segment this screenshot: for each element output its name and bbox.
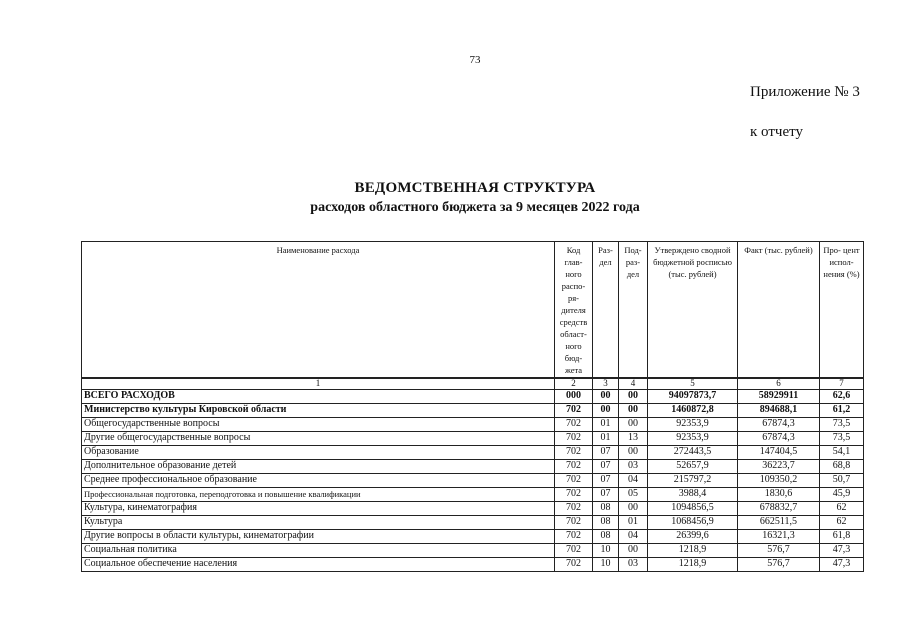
header-approved: Утверждено сводной бюджетной росписью (тыс. рублей) xyxy=(648,242,738,378)
row-percent: 61,2 xyxy=(820,403,864,417)
table-row xyxy=(82,403,864,417)
row-section: 07 xyxy=(593,445,619,459)
row-subsection: 00 xyxy=(619,543,648,557)
row-subsection: 04 xyxy=(619,529,648,543)
table-row xyxy=(82,557,864,571)
row-percent: 73,5 xyxy=(820,431,864,445)
table-row xyxy=(82,529,864,543)
column-number: 2 xyxy=(555,378,593,390)
table-row xyxy=(82,515,864,529)
row-fact: 894688,1 xyxy=(738,403,820,417)
row-percent: 54,1 xyxy=(820,445,864,459)
row-section: 07 xyxy=(593,473,619,487)
page-number: 73 xyxy=(469,54,481,66)
row-approved: 52657,9 xyxy=(648,459,738,473)
table-row xyxy=(82,501,864,515)
row-approved: 1460872,8 xyxy=(648,403,738,417)
row-section: 00 xyxy=(593,389,619,403)
row-subsection: 00 xyxy=(619,417,648,431)
row-name: Дополнительное образование детей xyxy=(82,459,555,473)
row-percent: 47,3 xyxy=(820,557,864,571)
row-name: Социальная политика xyxy=(82,543,555,557)
row-subsection: 05 xyxy=(619,487,648,501)
row-section: 08 xyxy=(593,529,619,543)
to-report-label: к отчету xyxy=(750,124,803,140)
row-section: 01 xyxy=(593,431,619,445)
row-name: Другие общегосударственные вопросы xyxy=(82,431,555,445)
table-row xyxy=(82,487,864,501)
column-number: 3 xyxy=(593,378,619,390)
header-code: Код глав- ного распо- ря- дителя средств област- ного бюд- жета xyxy=(555,242,593,378)
row-fact: 67874,3 xyxy=(738,431,820,445)
row-section: 10 xyxy=(593,543,619,557)
row-code: 702 xyxy=(555,529,593,543)
budget-table xyxy=(81,241,864,572)
document-subtitle: расходов областного бюджета за 9 месяцев 2022 года xyxy=(310,200,640,215)
table-row xyxy=(82,431,864,445)
header-section: Раз- дел xyxy=(593,242,619,378)
row-fact: 109350,2 xyxy=(738,473,820,487)
column-number: 6 xyxy=(738,378,820,390)
row-percent: 45,9 xyxy=(820,487,864,501)
row-percent: 62,6 xyxy=(820,389,864,403)
row-approved: 26399,6 xyxy=(648,529,738,543)
row-code: 000 xyxy=(555,389,593,403)
row-name: Образование xyxy=(82,445,555,459)
row-name: Профессиональная подготовка, переподготовка и повышение квалификации xyxy=(82,487,555,501)
table-row xyxy=(82,459,864,473)
row-code: 702 xyxy=(555,543,593,557)
table-row xyxy=(82,445,864,459)
appendix-label: Приложение № 3 xyxy=(750,84,860,100)
row-fact: 16321,3 xyxy=(738,529,820,543)
row-subsection: 03 xyxy=(619,557,648,571)
row-name: Общегосударственные вопросы xyxy=(82,417,555,431)
row-approved: 92353,9 xyxy=(648,431,738,445)
row-percent: 68,8 xyxy=(820,459,864,473)
row-section: 07 xyxy=(593,487,619,501)
column-number: 4 xyxy=(619,378,648,390)
row-approved: 1068456,9 xyxy=(648,515,738,529)
header-name: Наименование расхода xyxy=(82,242,555,378)
row-approved: 3988,4 xyxy=(648,487,738,501)
row-name: Другие вопросы в области культуры, кинематографии xyxy=(82,529,555,543)
header-fact: Факт (тыс. рублей) xyxy=(738,242,820,378)
column-number: 5 xyxy=(648,378,738,390)
row-approved: 215797,2 xyxy=(648,473,738,487)
row-code: 702 xyxy=(555,473,593,487)
row-percent: 62 xyxy=(820,501,864,515)
row-subsection: 00 xyxy=(619,403,648,417)
table-row xyxy=(82,473,864,487)
row-section: 01 xyxy=(593,417,619,431)
row-subsection: 00 xyxy=(619,445,648,459)
header-subsection: Под- раз- дел xyxy=(619,242,648,378)
row-approved: 94097873,7 xyxy=(648,389,738,403)
header-percent: Про- цент испол- нения (%) xyxy=(820,242,864,378)
row-fact: 576,7 xyxy=(738,543,820,557)
row-subsection: 01 xyxy=(619,515,648,529)
row-subsection: 00 xyxy=(619,501,648,515)
row-code: 702 xyxy=(555,459,593,473)
row-name: Среднее профессиональное образование xyxy=(82,473,555,487)
row-fact: 147404,5 xyxy=(738,445,820,459)
column-number: 1 xyxy=(82,378,555,390)
row-name: ВСЕГО РАСХОДОВ xyxy=(82,389,555,403)
row-approved: 1094856,5 xyxy=(648,501,738,515)
row-subsection: 13 xyxy=(619,431,648,445)
row-fact: 67874,3 xyxy=(738,417,820,431)
row-subsection: 04 xyxy=(619,473,648,487)
document-title: ВЕДОМСТВЕННАЯ СТРУКТУРА xyxy=(354,180,596,196)
row-code: 702 xyxy=(555,557,593,571)
row-code: 702 xyxy=(555,403,593,417)
row-fact: 58929911 xyxy=(738,389,820,403)
row-percent: 50,7 xyxy=(820,473,864,487)
row-fact: 1830,6 xyxy=(738,487,820,501)
row-code: 702 xyxy=(555,445,593,459)
row-code: 702 xyxy=(555,515,593,529)
table-row xyxy=(82,389,864,403)
row-approved: 1218,9 xyxy=(648,543,738,557)
row-fact: 576,7 xyxy=(738,557,820,571)
row-code: 702 xyxy=(555,487,593,501)
row-subsection: 00 xyxy=(619,389,648,403)
row-percent: 47,3 xyxy=(820,543,864,557)
table-header xyxy=(82,242,864,378)
table-row xyxy=(82,543,864,557)
row-percent: 61,8 xyxy=(820,529,864,543)
row-section: 10 xyxy=(593,557,619,571)
row-name: Культура, кинематография xyxy=(82,501,555,515)
row-percent: 62 xyxy=(820,515,864,529)
row-code: 702 xyxy=(555,417,593,431)
row-fact: 662511,5 xyxy=(738,515,820,529)
row-name: Культура xyxy=(82,515,555,529)
row-section: 08 xyxy=(593,515,619,529)
row-fact: 36223,7 xyxy=(738,459,820,473)
table-row xyxy=(82,417,864,431)
row-section: 07 xyxy=(593,459,619,473)
column-numbers-row xyxy=(82,378,864,390)
row-subsection: 03 xyxy=(619,459,648,473)
column-number: 7 xyxy=(820,378,864,390)
row-section: 00 xyxy=(593,403,619,417)
row-fact: 678832,7 xyxy=(738,501,820,515)
table-body xyxy=(82,389,864,571)
row-section: 08 xyxy=(593,501,619,515)
row-code: 702 xyxy=(555,501,593,515)
row-percent: 73,5 xyxy=(820,417,864,431)
row-approved: 272443,5 xyxy=(648,445,738,459)
row-name: Социальное обеспечение населения xyxy=(82,557,555,571)
row-approved: 92353,9 xyxy=(648,417,738,431)
row-approved: 1218,9 xyxy=(648,557,738,571)
row-code: 702 xyxy=(555,431,593,445)
row-name: Министерство культуры Кировской области xyxy=(82,403,555,417)
